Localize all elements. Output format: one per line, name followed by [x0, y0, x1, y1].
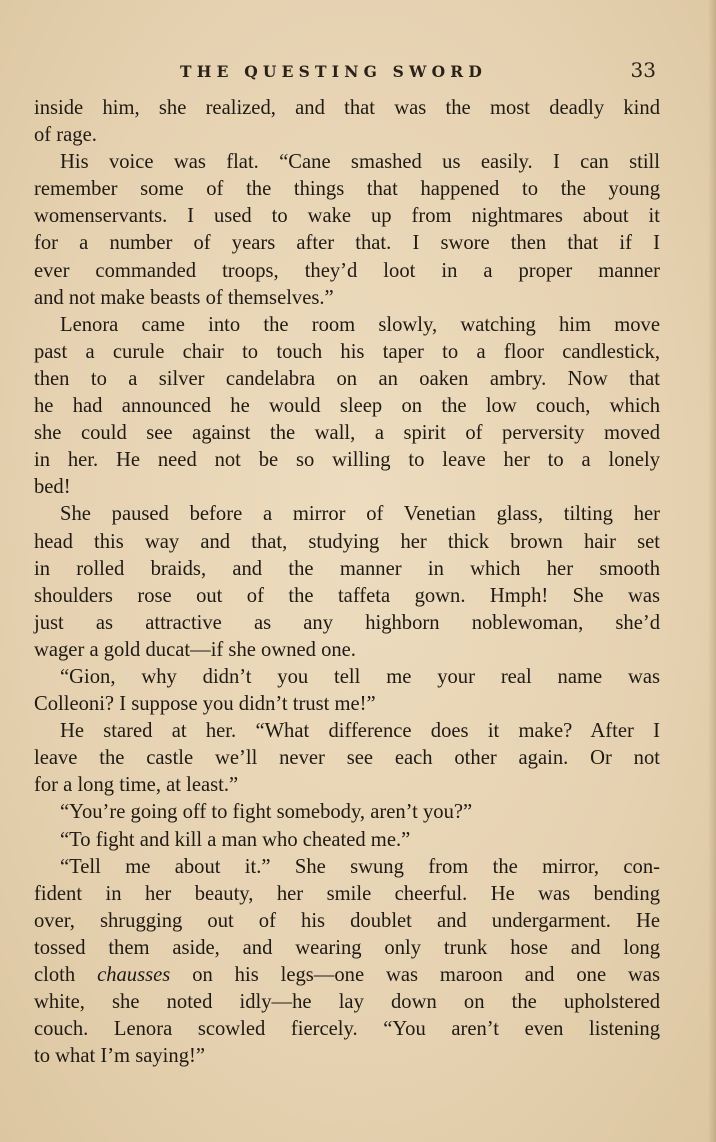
text-line: in her. He need not be so willing to leave her to a lonely [34, 449, 660, 472]
text-line: bed! [34, 476, 71, 499]
text-line: couch. Lenora scowled fiercely. “You aren’t even listening [34, 1018, 660, 1041]
text-line: white, she noted idly—he lay down on the upholstered [34, 991, 660, 1014]
text-line: “You’re going off to fight somebody, aren’t you?” [60, 801, 473, 824]
text-line: he had announced he would sleep on the low couch, which [34, 395, 660, 418]
text-line: then to a silver candelabra on an oaken ambry. Now that [34, 367, 660, 390]
text-line: past a curule chair to touch his taper to a floor candlestick, [34, 340, 660, 363]
text-line: to what I’m saying!” [34, 1045, 205, 1068]
text-line: ever commanded troops, they’d loot in a proper manner [34, 259, 660, 282]
text-line: tossed them aside, and wearing only trunk hose and long [34, 936, 660, 959]
text-line: remember some of the things that happened to the young [34, 178, 660, 201]
text-line: just as attractive as any highborn noblewoman, she’d [34, 611, 660, 634]
running-title: THE QUESTING SWORD [180, 62, 488, 81]
text-line: “Gion, why didn’t you tell me your real name was [60, 665, 660, 688]
text-line: inside him, she realized, and that was the most deadly kind [34, 97, 660, 119]
text-line: fident in her beauty, her smile cheerful. He was bending [34, 882, 660, 905]
text-line: She paused before a mirror of Venetian glass, tilting her [60, 503, 660, 526]
text-line: “Tell me about it.” She swung from the mirror, con- [60, 855, 660, 878]
text-line: “To fight and kill a man who cheated me.” [60, 828, 411, 851]
page-header [34, 58, 656, 88]
text-line: leave the castle we’ll never see each other again. Or not [34, 747, 660, 770]
text-line: over, shrugging out of his doublet and undergarment. He [34, 909, 660, 932]
text-line [34, 962, 660, 989]
text-line: Colleoni? I suppose you didn’t trust me!” [34, 693, 376, 716]
text-line: head this way and that, studying her thick brown hair set [34, 530, 660, 553]
text-line: and not make beasts of themselves.” [34, 286, 334, 309]
page-number: 33 [630, 58, 656, 82]
text-line: Lenora came into the room slowly, watching him move [60, 313, 660, 336]
text-line: He stared at her. “What difference does it make? After I [60, 720, 660, 743]
text-run: on his legs—one was maroon and one was [170, 964, 661, 986]
text-run: cloth [34, 964, 98, 986]
text-line: wager a gold ducat—if she owned one. [34, 638, 356, 661]
body-text [34, 95, 660, 1070]
text-line: shoulders rose out of the taffeta gown. Hmph! She was [34, 584, 660, 607]
text-line: of rage. [34, 124, 97, 147]
text-line: for a number of years after that. I swore then that if I [34, 232, 660, 255]
text-line: she could see against the wall, a spirit of perversity moved [34, 422, 660, 445]
text-line: for a long time, at least.” [34, 774, 239, 797]
page-edge-shadow [708, 0, 716, 1142]
italic-word: chausses [97, 964, 171, 986]
text-line: His voice was flat. “Cane smashed us easily. I can still [60, 151, 660, 174]
text-line: womenservants. I used to wake up from nightmares about it [34, 205, 660, 228]
text-line: in rolled braids, and the manner in which her smooth [34, 557, 660, 580]
